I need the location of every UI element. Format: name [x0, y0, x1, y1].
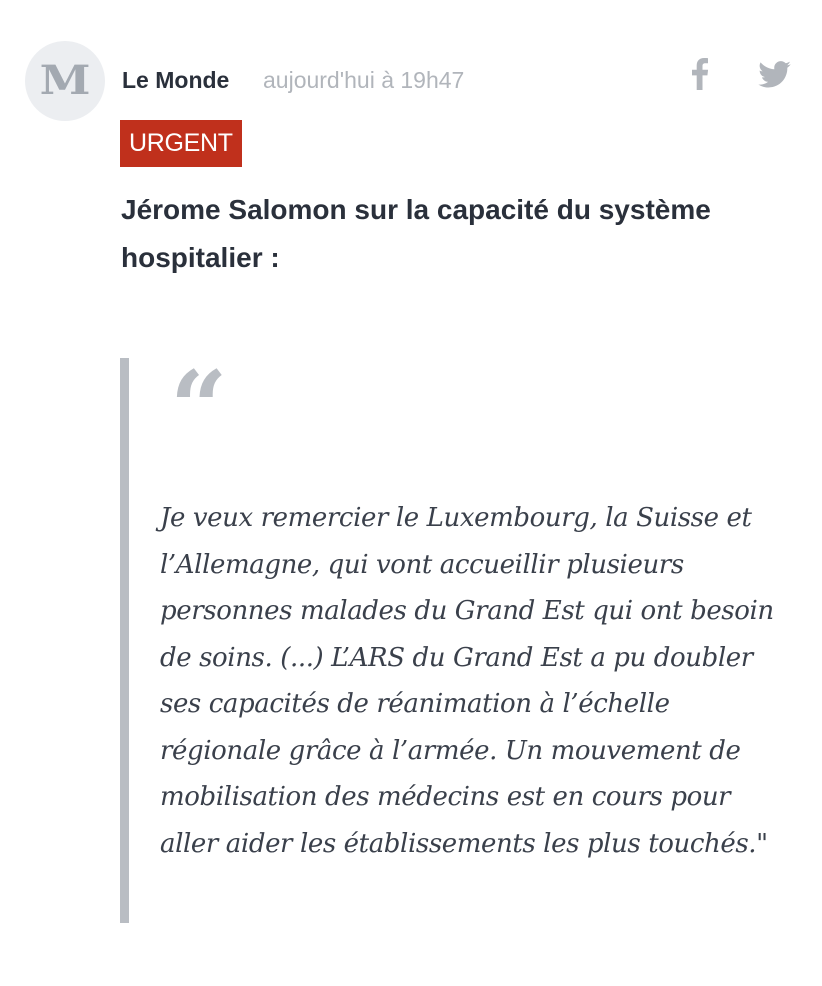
facebook-icon: [692, 58, 708, 90]
post-timestamp: aujourd'hui à 19h47: [263, 67, 465, 93]
twitter-icon: [758, 61, 791, 88]
le-monde-logo: M: [39, 57, 91, 104]
quote-text: Je veux remercier le Luxembourg, la Suisse et l’Allemagne, qui vont accueillir plusieurs personnes malades du Grand Est qui ont besoin de soins. (...) L’ARS du Grand Est a pu doubler ses capacités de réanimation à l’échelle régionale grâce à l’armée. Un mouvement de mobilisation des médecins est en cours pour aller aider les établissements les plus touchés.": [160, 503, 774, 859]
urgent-badge: URGENT: [120, 120, 242, 167]
facebook-share-button[interactable]: [685, 54, 715, 94]
twitter-share-button[interactable]: [754, 56, 794, 92]
avatar[interactable]: [25, 41, 105, 121]
post-headline: Jérome Salomon sur la capacité du système hospitalier :: [121, 194, 711, 273]
quote-mark-icon: “: [170, 349, 228, 467]
quote-bar: [120, 358, 129, 923]
author-name[interactable]: Le Monde: [122, 67, 230, 93]
